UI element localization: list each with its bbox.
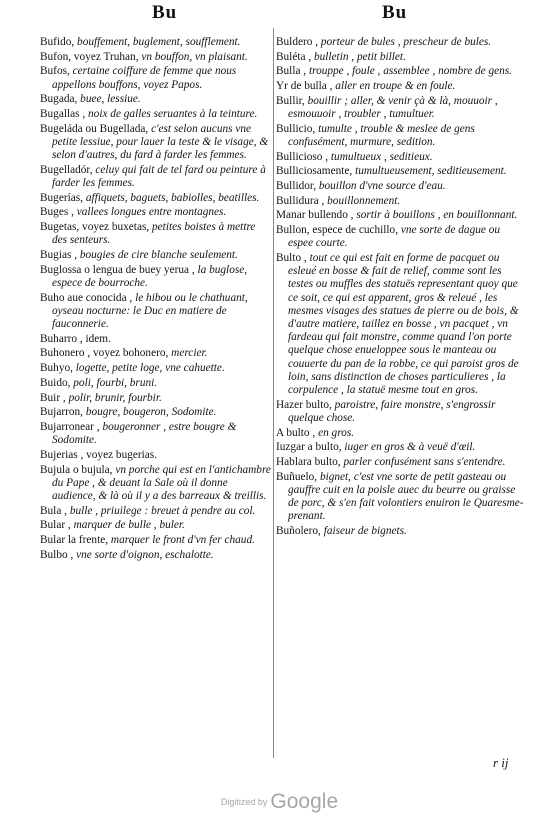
dictionary-entry: [40, 264, 272, 290]
dictionary-entry: [40, 36, 272, 49]
dictionary-entry: [276, 80, 526, 93]
entry-headword: Bujarron,: [40, 406, 83, 419]
entry-headword: Bugallas ,: [40, 108, 86, 121]
dictionary-entry: [40, 505, 272, 518]
dictionary-entry: [40, 534, 272, 547]
entry-headword: Buléta ,: [276, 50, 312, 63]
entry-headword: Buges ,: [40, 206, 74, 219]
dictionary-entry: [276, 525, 526, 538]
entry-headword: Manar bullendo ,: [276, 209, 354, 222]
dictionary-entry: [40, 362, 272, 375]
dictionary-entry: [276, 209, 526, 222]
signature-mark: r ij: [493, 755, 509, 770]
entry-definition: vne sorte de dague ou espee courte.: [288, 224, 501, 250]
dictionary-entry: [40, 164, 272, 190]
entry-headword: Bulla ,: [276, 65, 307, 78]
entry-definition: vn porche qui est en l'antichambre du Pape , & deuant la Sale où il donne audience, & là où il y a des barreaux & treillis.: [52, 463, 271, 502]
entry-definition: le hibou ou le chathuant, oyseau nocturne: le Duc en matiere de fauconnerie.: [52, 291, 248, 331]
entry-headword: Bugelladór,: [40, 163, 93, 176]
entry-definition: bouillon d'vne source d'eau.: [318, 180, 446, 193]
entry-headword: Buñuelo,: [276, 470, 318, 483]
entry-headword: Buir ,: [40, 391, 66, 404]
entry-headword: Bulbo ,: [40, 548, 74, 561]
dictionary-entry: [276, 36, 526, 49]
running-header: [0, 2, 559, 28]
entry-definition: affiquets, baguets, babiolles, beatilles.: [85, 191, 260, 204]
entry-definition: noix de galles seruantes à la teinture.: [88, 108, 258, 121]
entry-headword: Bujerias , voyez bugerias.: [40, 448, 158, 461]
dictionary-entry: [276, 95, 526, 121]
dictionary-entry: [276, 399, 526, 425]
entry-headword: Bullidor,: [276, 180, 317, 193]
entry-headword: Bugada,: [40, 93, 78, 106]
header-left: Bu: [152, 2, 178, 23]
entry-definition: marquer le front d'vn fer chaud.: [110, 534, 255, 547]
entry-headword: Bujarronear ,: [40, 420, 100, 433]
entry-headword: Bufido,: [40, 36, 75, 48]
entry-definition: logette, petite loge, vne cahuette.: [75, 362, 225, 375]
dictionary-entry: [40, 51, 272, 64]
entry-headword: Buhonero , voyez bohonero,: [40, 347, 169, 360]
entry-headword: Bulliciosamente,: [276, 165, 353, 178]
dictionary-entry: [276, 151, 526, 164]
dictionary-entry: [40, 192, 272, 205]
dictionary-entry: [40, 449, 272, 462]
entry-headword: Bullon, espece de cuchillo,: [276, 224, 399, 237]
dictionary-entry: [40, 221, 272, 247]
entry-definition: marquer de bulle , buler.: [73, 519, 185, 532]
dictionary-entry: [276, 165, 526, 178]
dictionary-entry: [40, 421, 272, 447]
entry-headword: Bujula o bujula,: [40, 463, 113, 476]
entry-definition: buee, lessiue.: [80, 93, 141, 106]
dictionary-entry: [40, 392, 272, 405]
entry-headword: Bula ,: [40, 504, 67, 517]
dictionary-entry: [40, 249, 272, 262]
entry-headword: Bugias ,: [40, 249, 78, 262]
entry-definition: bouffement, buglement, soufflement.: [77, 36, 241, 48]
entry-headword: Yr de bulla ,: [276, 80, 333, 93]
dictionary-entry: [40, 464, 272, 504]
dictionary-entry: [40, 93, 272, 106]
entry-definition: sortir à bouillons , en bouillonnant.: [356, 209, 518, 222]
entry-headword: Bugeláda ou Bugellada,: [40, 122, 149, 135]
entry-definition: mercier.: [171, 347, 208, 360]
entry-definition: bougre, bougeron, Sodomite.: [85, 406, 217, 419]
dictionary-entry: [276, 180, 526, 193]
entry-definition: tumulte , trouble & meslee de gens confusément, murmure, sedition.: [288, 122, 475, 148]
entry-headword: Bular ,: [40, 519, 71, 532]
dictionary-entry: [276, 224, 526, 250]
dictionary-entry: [276, 471, 526, 524]
dictionary-entry: [276, 51, 526, 64]
dictionary-entry: [276, 65, 526, 78]
entry-definition: certaine coiffure de femme que nous appellons bouffons, voyez Papos.: [52, 65, 237, 91]
entry-definition: c'est selon aucuns vne petite lessiue, pour lauer la teste & le visage, & selon d'autres, du fard à farder les femmes.: [52, 122, 269, 162]
entry-definition: porteur de bules , prescheur de bules.: [320, 36, 492, 48]
entry-headword: Bullir,: [276, 94, 305, 107]
entry-definition: vne sorte d'oignon, eschalotte.: [76, 548, 214, 561]
google-logo: Google: [270, 790, 339, 813]
entry-headword: Hablara bulto,: [276, 456, 341, 469]
dictionary-entry: [276, 427, 526, 440]
entry-definition: vn bouffon, vn plaisant.: [141, 50, 248, 63]
entry-definition: polir, brunir, fourbir.: [68, 391, 162, 404]
entry-definition: parler confusément sans s'entendre.: [343, 456, 506, 469]
entry-headword: Buglossa o lengua de buey yerua ,: [40, 263, 195, 276]
dictionary-entry: [40, 206, 272, 219]
entry-headword: Bullicio,: [276, 122, 316, 135]
entry-definition: tout ce qui est fait en forme de pacquet ou esleué en bosse & fait de relief, comme sont les testes ou muffles des statuës representant quoy que ce soit, ce qui est apparent, gros & releué , les mesmes visages des statues de pierre ou de bois, & d'autre matiere, taillez en bosse , vn pacquet , vn fardeau qui fait monstre, comme quand l'on porte quelque chose enueloppee sous le manteau ou couuerte du pan de la robbe, ce qui paroist gros de loin, sans distinction de choses particulieres , la corpulence , la statuë mesme tout en gros.: [288, 252, 519, 397]
entry-headword: Buido,: [40, 376, 71, 389]
entry-headword: Bugerías,: [40, 191, 83, 204]
entry-definition: poli, fourbi, bruni.: [73, 376, 158, 389]
dictionary-entry: [40, 65, 272, 91]
entry-definition: bulle , priuilege : breuet à pendre au col.: [69, 504, 256, 517]
digitized-footer: [0, 790, 559, 814]
entry-definition: bouillir ; aller, & venir çà & là, mouuoir , esmouuoir , troubler , tumultuer.: [288, 94, 498, 121]
entry-definition: petites boistes à mettre des senteurs.: [52, 221, 256, 247]
entry-definition: celuy qui fait de tel fard ou peinture à farder les femmes.: [52, 163, 266, 190]
dictionary-entry: [40, 108, 272, 121]
entry-definition: bouillonnement.: [327, 194, 401, 207]
entry-headword: Iuzgar a bulto,: [276, 441, 342, 454]
entry-definition: en gros.: [318, 426, 355, 439]
dictionary-entry: [40, 406, 272, 419]
entry-headword: Bugetas, voyez buxetas,: [40, 221, 150, 234]
footer-prefix: Digitized by: [220, 797, 268, 807]
dictionary-entry: [40, 347, 272, 360]
right-column: [276, 36, 526, 540]
entry-definition: vallees longues entre montagnes.: [76, 206, 227, 219]
entry-definition: bougies de cire blanche seulement.: [79, 249, 238, 262]
entry-definition: aller en troupe & en foule.: [335, 80, 456, 93]
dictionary-entry: [276, 123, 526, 149]
entry-definition: tumultueusement, seditieusement.: [355, 165, 507, 178]
dictionary-entry: [40, 333, 272, 346]
header-right: Bu: [382, 2, 408, 23]
entry-headword: Bular la frente,: [40, 534, 109, 547]
entry-definition: faiseur de bignets.: [323, 525, 407, 538]
dictionary-entry: [40, 519, 272, 532]
entry-definition: la buglose, espece de bourroche.: [52, 263, 248, 289]
entry-definition: bignet, c'est vne sorte de petit gasteau ou gauffre cuit en la poisle auec du beurre ou graisse de porc, & s'en fait volontiers enuiron le Quaresme-prenant.: [288, 470, 524, 523]
dictionary-entry: [276, 195, 526, 208]
left-column: [40, 36, 272, 564]
entry-definition: iuger en gros & à veuë d'œil.: [344, 441, 476, 454]
entry-definition: bulletin , petit billet.: [313, 50, 406, 63]
dictionary-entry: [40, 292, 272, 332]
entry-headword: Buho aue conocida ,: [40, 291, 133, 304]
entry-headword: Bulto ,: [276, 252, 307, 265]
entry-definition: tumultueux , seditieux.: [330, 150, 433, 163]
dictionary-entry: [276, 441, 526, 454]
entry-definition: trouppe , foule , assemblee , nombre de gens.: [308, 65, 513, 78]
entry-headword: Hazer bulto,: [276, 398, 332, 411]
entry-headword: Bullicioso ,: [276, 150, 329, 163]
entry-headword: Buldero ,: [276, 36, 319, 48]
entry-definition: paroistre, faire monstre, s'engrossir quelque chose.: [288, 398, 496, 424]
dictionary-entry: [276, 456, 526, 469]
entry-headword: Buharro , idem.: [40, 332, 111, 345]
column-divider: [273, 28, 274, 758]
entry-definition: bougeronner , estre bougre & Sodomite.: [52, 420, 237, 447]
dictionary-entry: [40, 377, 272, 390]
entry-headword: Bufos,: [40, 65, 70, 78]
entry-headword: Bufon, voyez Truhan,: [40, 50, 139, 63]
dictionary-entry: [276, 252, 526, 397]
dictionary-entry: [40, 549, 272, 562]
entry-headword: Buñolero,: [276, 525, 321, 538]
entry-headword: Buhyo,: [40, 362, 73, 375]
entry-headword: Bullidura ,: [276, 194, 325, 207]
entry-headword: A bulto ,: [276, 426, 316, 439]
dictionary-entry: [40, 123, 272, 163]
